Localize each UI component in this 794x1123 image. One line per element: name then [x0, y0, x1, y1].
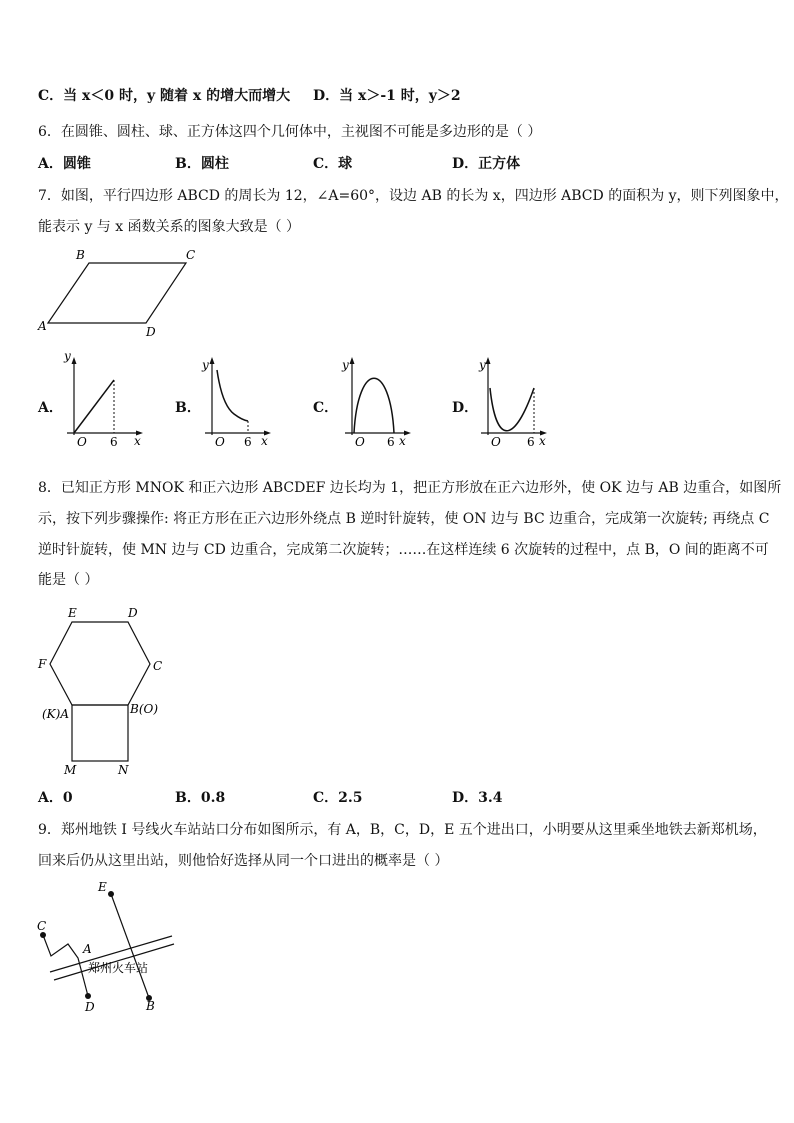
q8-option-c: C．2.5 — [313, 790, 363, 806]
label-b: B — [146, 999, 155, 1013]
label-a: A — [83, 942, 92, 956]
q5-option-c: C．当 x＜0 时，y 随着 x 的增大而增大 — [38, 88, 291, 104]
line-c-a-d — [43, 935, 88, 996]
point-d — [85, 993, 91, 999]
q8-option-d: D．3.4 — [452, 790, 503, 806]
q9-stem-line2: 回来后仍从这里出站，则他恰好选择从同一个口进出的概率是（ ） — [38, 853, 449, 869]
q6-stem: 6．在圆锥、圆柱、球、正方体这四个几何体中，主视图不可能是多边形的是（ ） — [38, 124, 542, 140]
line-e-b — [111, 894, 149, 998]
y-axis-arrow — [72, 357, 77, 364]
q5-option-d: D．当 x＞-1 时，y＞2 — [313, 88, 461, 104]
label-c: C — [37, 919, 47, 933]
origin-label: O — [355, 435, 365, 449]
label-d: D — [128, 606, 138, 620]
hexagon-square-figure — [36, 600, 176, 780]
label-f: F — [38, 657, 47, 671]
y-label: y — [64, 349, 71, 363]
q7-stem-line2: 能表示 y 与 x 函数关系的图象大致是（ ） — [38, 219, 301, 235]
station-label: 郑州火车站 — [88, 961, 149, 975]
label-c: C — [153, 659, 163, 673]
station-exit-map — [34, 878, 184, 1018]
y-label: y — [202, 358, 209, 372]
label-b: B — [76, 248, 85, 262]
q8-stem-line4: 能是（ ） — [38, 572, 99, 588]
origin-label: O — [491, 435, 501, 449]
q6-option-c: C．球 — [313, 156, 353, 172]
x-label: x — [399, 434, 406, 448]
x-label: x — [261, 434, 268, 448]
y-axis-arrow — [350, 357, 355, 364]
six-label: 6 — [387, 435, 395, 449]
origin-label: O — [215, 435, 225, 449]
y-label: y — [342, 358, 349, 372]
hexagon-abcdef — [50, 622, 150, 705]
graph-option-c — [340, 350, 425, 450]
q7-option-b-label: B． — [175, 400, 201, 416]
y-axis-arrow — [486, 357, 491, 364]
label-e: E — [98, 880, 107, 894]
curve-d — [490, 388, 534, 431]
q6-option-b: B．圆柱 — [175, 156, 229, 172]
label-d: D — [146, 325, 156, 339]
parallelogram-figure — [36, 246, 206, 341]
origin-label: O — [77, 435, 87, 449]
q7-option-d-label: D． — [452, 400, 479, 416]
six-label: 6 — [244, 435, 252, 449]
curve-a — [74, 380, 114, 433]
q6-option-d: D．正方体 — [452, 156, 521, 172]
q8-option-a: A．0 — [38, 790, 73, 806]
q8-stem-line3: 逆时针旋转，使 MN 边与 CD 边重合，完成第二次旋转；……在这样连续 6 次旋转的过程中，点 B，O 间的距离不可 — [38, 542, 769, 558]
q7-stem-line1: 7．如图，平行四边形 ABCD 的周长为 12，∠A=60°，设边 AB 的长为 x，四边形 ABCD 的面积为 y，则下列图象中， — [38, 188, 789, 204]
q7-option-c-label: C． — [313, 400, 339, 416]
y-label: y — [479, 358, 486, 372]
graph-option-a — [62, 350, 147, 450]
six-label: 6 — [110, 435, 118, 449]
point-e — [108, 891, 114, 897]
label-d: D — [85, 1000, 95, 1014]
graph-option-d — [476, 350, 561, 450]
q9-stem-line1: 9．郑州地铁 I 号线火车站站口分布如图所示，有 A，B，C，D，E 五个进出口，小明要从这里乘坐地铁去新郑机场， — [38, 822, 767, 838]
square-mnok — [72, 705, 128, 761]
q6-option-a: A．圆锥 — [38, 156, 91, 172]
label-ka: (K)A — [42, 707, 69, 721]
curve-c — [354, 378, 394, 433]
q8-stem-line2: 示，按下列步骤操作: 将正方形在正六边形外绕点 B 逆时针旋转，使 ON 边与 BC 边重合，完成第一次旋转; 再绕点 C — [38, 511, 770, 527]
x-label: x — [134, 434, 141, 448]
label-c: C — [186, 248, 196, 262]
y-axis-arrow — [210, 357, 215, 364]
parallelogram-abcd — [48, 263, 186, 323]
label-a: A — [38, 319, 47, 333]
label-n: N — [118, 763, 129, 777]
label-m: M — [64, 763, 77, 777]
q8-option-b: B．0.8 — [175, 790, 226, 806]
q7-option-a-label: A． — [38, 400, 63, 416]
q8-stem-line1: 8．已知正方形 MNOK 和正六边形 ABCDEF 边长均为 1，把正方形放在正六边形外，使 OK 边与 AB 边重合，如图所 — [38, 480, 782, 496]
graph-option-b — [200, 350, 285, 450]
x-label: x — [539, 434, 546, 448]
label-bo: B(O) — [130, 702, 159, 716]
curve-b — [217, 370, 248, 421]
label-e: E — [68, 606, 77, 620]
six-label: 6 — [527, 435, 535, 449]
